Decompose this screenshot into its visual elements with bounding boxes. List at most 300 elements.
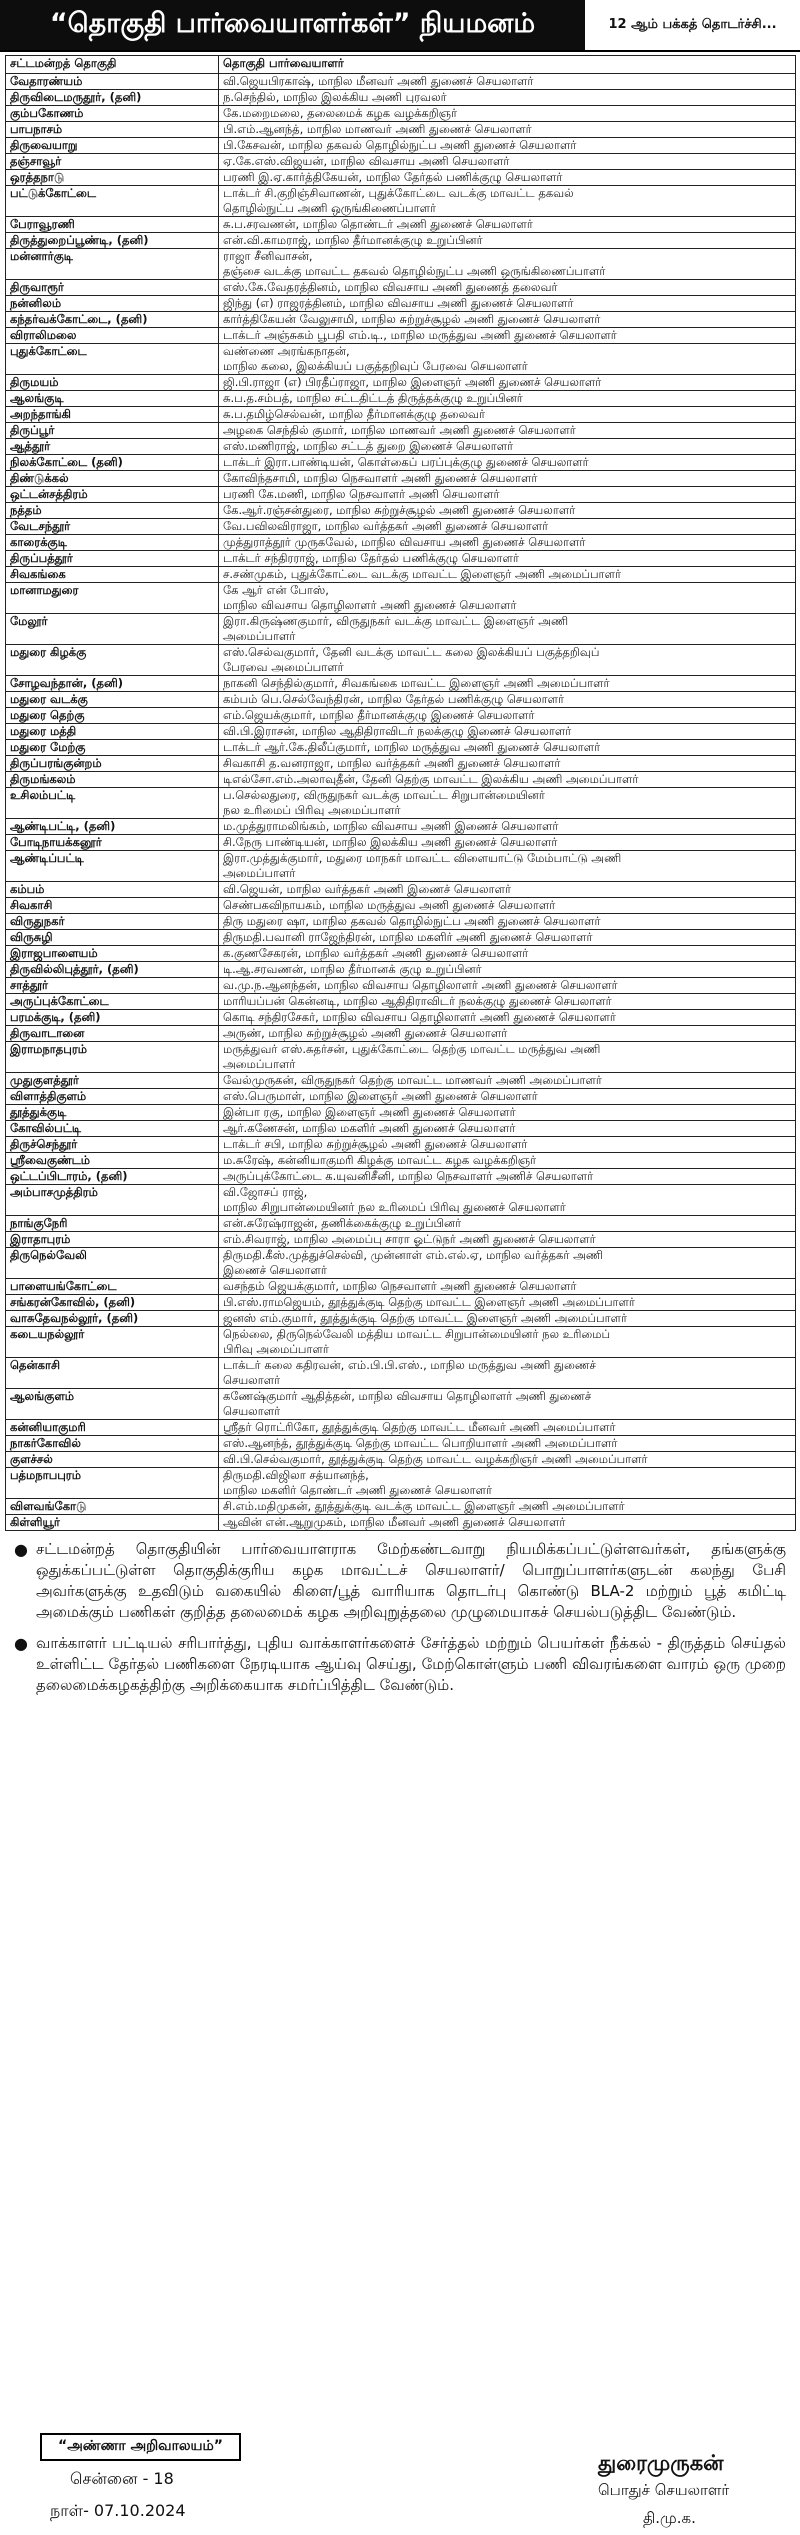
constituency-cell: சிவகங்கை bbox=[6, 567, 219, 583]
observer-cell bbox=[219, 851, 796, 882]
constituency-cell: வாசுதேவநல்லூர், (தனி) bbox=[6, 1311, 219, 1327]
bullet-icon: ● bbox=[14, 1540, 28, 1559]
constituency-cell: நத்தம் bbox=[6, 503, 219, 519]
observer-cell bbox=[219, 1436, 796, 1452]
table-row bbox=[6, 233, 796, 249]
continued-note: 12 ஆம் பக்கத் தொடர்ச்சி... bbox=[608, 17, 777, 32]
table-row bbox=[6, 724, 796, 740]
observer-cell bbox=[219, 375, 796, 391]
observer-line: சி.எம்.மதிமுகன், தூத்துக்குடி வடக்கு மாவட்ட இளைஞர் அணி அமைப்பாளர் bbox=[223, 1499, 625, 1513]
observer-cell bbox=[219, 740, 796, 756]
observer-cell bbox=[219, 978, 796, 994]
observer-line: பி.கேசவன், மாநில தகவல் தொழில்நுட்ப அணி துணைச் செயலாளர் bbox=[223, 138, 577, 152]
constituency-cell: மதுரை மேற்கு bbox=[6, 740, 219, 756]
observer-cell bbox=[219, 296, 796, 312]
table-row bbox=[6, 551, 796, 567]
constituency-cell: பாபநாசம் bbox=[6, 122, 219, 138]
observer-line: பிரிவு அமைப்பாளர் bbox=[223, 1342, 329, 1356]
table-row bbox=[6, 1105, 796, 1121]
constituency-cell: வேதாரண்யம் bbox=[6, 74, 219, 90]
observer-line: அருண், மாநில சுற்றுச்சூழல் அணி துணைச் செயலாளர் bbox=[223, 1026, 508, 1040]
constituency-cell: திருவாடானை bbox=[6, 1026, 219, 1042]
observer-cell bbox=[219, 186, 796, 217]
table-row bbox=[6, 1232, 796, 1248]
table-row bbox=[6, 1452, 796, 1468]
table-row bbox=[6, 1026, 796, 1042]
issue-date: நாள்- 07.10.2024 bbox=[50, 2501, 186, 2520]
observer-line: இணைச் செயலாளர் bbox=[223, 1263, 327, 1277]
table-row bbox=[6, 882, 796, 898]
table-row bbox=[6, 1153, 796, 1169]
observer-cell bbox=[219, 1169, 796, 1185]
observer-line: எஸ்.பெருமாள், மாநில இளைஞர் அணி துணைச் செயலாளர் bbox=[223, 1089, 538, 1103]
table-row bbox=[6, 788, 796, 819]
observer-cell bbox=[219, 1137, 796, 1153]
observer-cell bbox=[219, 930, 796, 946]
observer-line: ஜிந்து (எ) ராஜரத்தினம், மாநில விவசாய அணி துணைச் செயலாளர் bbox=[223, 296, 574, 310]
observer-line: ஆவின் என்.ஆறுமுகம், மாநில மீனவர் அணி துணைச் செயலாளர் bbox=[223, 1515, 566, 1529]
observer-cell bbox=[219, 676, 796, 692]
observer-cell bbox=[219, 519, 796, 535]
observer-cell bbox=[219, 583, 796, 614]
observer-line: ஜி.பி.ராஜா (எ) பிரதீப்ராஜா, மாநில இளைஞர் அணி துணைச் செயலாளர் bbox=[223, 375, 602, 389]
observer-cell bbox=[219, 567, 796, 583]
constituency-cell: தூத்துக்குடி bbox=[6, 1105, 219, 1121]
constituency-cell: அம்பாசமுத்திரம் bbox=[6, 1185, 219, 1216]
observer-line: ஆர்.கணேசன், மாநில மகளிர் அணி துணைச் செயலாளர் bbox=[223, 1121, 516, 1135]
observer-line: திருமதி.விஜிலா சத்யானந்த், bbox=[223, 1468, 369, 1482]
constituency-cell: பரமக்குடி, (தனி) bbox=[6, 1010, 219, 1026]
observer-line: இன்பா ரகு, மாநில இளைஞர் அணி துணைச் செயலாளர் bbox=[223, 1105, 516, 1119]
constituency-cell: கடையநல்லூர் bbox=[6, 1327, 219, 1358]
observer-cell bbox=[219, 1073, 796, 1089]
observer-line: ம.முத்துராமலிங்கம், மாநில விவசாய அணி இணைச் செயலாளர் bbox=[223, 819, 559, 833]
observer-line: வி.ஜெயன், மாநில வர்த்தகர் அணி இணைச் செயலாளர் bbox=[223, 882, 511, 896]
observer-line: டாக்டர் சபி, மாநில சுற்றுச்சூழல் அணி துணைச் செயலாளர் bbox=[223, 1137, 528, 1151]
constituency-cell: கும்பகோணம் bbox=[6, 106, 219, 122]
observer-cell bbox=[219, 772, 796, 788]
table-row bbox=[6, 122, 796, 138]
constituency-cell: ஸ்ரீவைகுண்டம் bbox=[6, 1153, 219, 1169]
observer-line: சிவகாசி த.வனராஜா, மாநில வர்த்தகர் அணி துணைச் செயலாளர் bbox=[223, 756, 561, 770]
observer-cell bbox=[219, 1468, 796, 1499]
table-row bbox=[6, 170, 796, 186]
instruction-item bbox=[14, 1633, 786, 1696]
constituency-cell: மேலூர் bbox=[6, 614, 219, 645]
table-row bbox=[6, 1358, 796, 1389]
observer-line: என்.சுரேஷ்ராஜன், தணிக்கைக்குழு உறுப்பினர் bbox=[223, 1216, 462, 1230]
observer-cell bbox=[219, 233, 796, 249]
observer-line: நாகனி செந்தில்குமார், சிவகங்கை மாவட்ட இளைஞர் அணி அமைப்பாளர் bbox=[223, 676, 610, 690]
constituency-cell: நாகர்கோவில் bbox=[6, 1436, 219, 1452]
observer-line: ம.சுரேஷ், கன்னியாகுமரி கிழக்கு மாவட்ட கழக வழக்கறிஞர் bbox=[223, 1153, 537, 1167]
table-row bbox=[6, 1185, 796, 1216]
observer-cell bbox=[219, 962, 796, 978]
table-row bbox=[6, 692, 796, 708]
table-row bbox=[6, 471, 796, 487]
table-row bbox=[6, 1295, 796, 1311]
observer-cell bbox=[219, 898, 796, 914]
observer-line: கோவிந்தசாமி, மாநில நெசவாளர் அணி துணைச் செயலாளர் bbox=[223, 471, 538, 485]
table-row bbox=[6, 772, 796, 788]
table-row bbox=[6, 1248, 796, 1279]
constituency-cell: இராமநாதபுரம் bbox=[6, 1042, 219, 1073]
constituency-cell: பத்மநாபபுரம் bbox=[6, 1468, 219, 1499]
observer-line: அருப்புக்கோட்டை க.யுவனிசீனி, மாநில நெசவாளர் அணிச் செயலாளர் bbox=[223, 1169, 594, 1183]
constituency-cell: திருவையாறு bbox=[6, 138, 219, 154]
footer bbox=[0, 2429, 800, 2535]
observer-cell bbox=[219, 455, 796, 471]
table-row bbox=[6, 1436, 796, 1452]
observer-line: வேல்முருகன், விருதுநகர் தெற்கு மாவட்ட மாணவர் அணி அமைப்பாளர் bbox=[223, 1073, 602, 1087]
observer-line: அழகை செந்தில் குமார், மாநில மாணவர் அணி துணைச் செயலாளர் bbox=[223, 423, 576, 437]
table-row bbox=[6, 1216, 796, 1232]
observer-cell bbox=[219, 280, 796, 296]
table-row bbox=[6, 930, 796, 946]
table-row bbox=[6, 1042, 796, 1073]
observer-line: முத்துராத்தூர் முருகவேல், மாநில விவசாய அணி துணைச் செயலாளர் bbox=[223, 535, 586, 549]
observer-cell bbox=[219, 344, 796, 375]
observer-line: டாக்டர் அஞ்சுகம் பூபதி எம்.டி., மாநில மருத்துவ அணி துணைச் செயலாளர் bbox=[223, 328, 617, 342]
observer-cell bbox=[219, 1452, 796, 1468]
observer-line: திரு மதுரை ஷா, மாநில தகவல் தொழில்நுட்ப அணி துணைச் செயலாளர் bbox=[223, 914, 601, 928]
table-row bbox=[6, 391, 796, 407]
observer-line: தஞ்சை வடக்கு மாவட்ட தகவல் தொழில்நுட்ப அணி ஒருங்கிணைப்பாளர் bbox=[223, 264, 606, 278]
observer-cell bbox=[219, 1327, 796, 1358]
table-row bbox=[6, 946, 796, 962]
table-row bbox=[6, 503, 796, 519]
constituency-cell: பட்டுக்கோட்டை bbox=[6, 186, 219, 217]
constituency-cell: திருமங்கலம் bbox=[6, 772, 219, 788]
constituency-cell: பாளையங்கோட்டை bbox=[6, 1279, 219, 1295]
observer-cell bbox=[219, 1279, 796, 1295]
observer-line: கணேஷ்குமார் ஆதித்தன், மாநில விவசாய தொழிலாளர் அணி துணைச் bbox=[223, 1389, 592, 1403]
observer-line: மாநில கலை, இலக்கியப் பகுத்தறிவுப் பேரவை செயலாளர் bbox=[223, 359, 528, 373]
observer-line: சு.ப.சரவணன், மாநில தொண்டர் அணி துணைச் செயலாளர் bbox=[223, 217, 533, 231]
observer-cell bbox=[219, 1248, 796, 1279]
table-row bbox=[6, 312, 796, 328]
observer-line: சி.நேரு பாண்டியன், மாநில இலக்கிய அணி துணைச் செயலாளர் bbox=[223, 835, 558, 849]
constituency-cell: மானாமதுரை bbox=[6, 583, 219, 614]
constituency-cell: உசிலம்பட்டி bbox=[6, 788, 219, 819]
constituency-cell: கன்னியாகுமரி bbox=[6, 1420, 219, 1436]
observer-line: சு.ப.த.சம்பத், மாநில சட்டதிட்டத் திருத்தக்குழு உறுப்பினர் bbox=[223, 391, 523, 405]
constituency-cell: மதுரை வடக்கு bbox=[6, 692, 219, 708]
table-row bbox=[6, 90, 796, 106]
observer-line: ஜனஸ் எம்.குமார், தூத்துக்குடி தெற்கு மாவட்ட இளைஞர் அணி அமைப்பாளர் bbox=[223, 1311, 627, 1325]
table-row bbox=[6, 1089, 796, 1105]
observer-line: டி.ஆ.சரவணன், மாநில தீர்மானக் குழு உறுப்பினர் bbox=[223, 962, 482, 976]
observer-line: மாநில மகளிர் தொண்டர் அணி துணைச் செயலாளர் bbox=[223, 1483, 493, 1497]
constituency-cell: சிவகாசி bbox=[6, 898, 219, 914]
constituency-cell: சங்கரன்கோவில், (தனி) bbox=[6, 1295, 219, 1311]
observer-cell bbox=[219, 835, 796, 851]
observer-cell bbox=[219, 1499, 796, 1515]
observer-cell bbox=[219, 90, 796, 106]
observer-line: டிஎல்சோ.எம்.அலாவுதீன், தேனி தெற்கு மாவட்ட இலக்கிய அணி அமைப்பாளர் bbox=[223, 772, 639, 786]
constituency-cell: கிள்ளியூர் bbox=[6, 1515, 219, 1531]
table-row bbox=[6, 740, 796, 756]
observer-cell bbox=[219, 551, 796, 567]
table-row bbox=[6, 217, 796, 233]
constituency-cell: சோழவந்தான், (தனி) bbox=[6, 676, 219, 692]
observer-cell bbox=[219, 1420, 796, 1436]
observer-line: ச.சண்முகம், புதுக்கோட்டை வடக்கு மாவட்ட இளைஞர் அணி அமைப்பாளர் bbox=[223, 567, 621, 581]
table-row bbox=[6, 328, 796, 344]
constituency-cell: இராதாபுரம் bbox=[6, 1232, 219, 1248]
table-row bbox=[6, 1010, 796, 1026]
constituency-cell: ஒட்டன்சத்திரம் bbox=[6, 487, 219, 503]
table-row bbox=[6, 1169, 796, 1185]
observer-line: எஸ்.செல்வகுமார், தேனி வடக்கு மாவட்ட கலை இலக்கியப் பகுத்தறிவுப் bbox=[223, 645, 600, 659]
observer-cell bbox=[219, 407, 796, 423]
constituency-cell: விராலிமலை bbox=[6, 328, 219, 344]
observer-line: வி.பி.இராசன், மாநில ஆதிதிராவிடர் நலக்குழு இணைச் செயலாளர் bbox=[223, 724, 572, 738]
observer-line: பேரவை அமைப்பாளர் bbox=[223, 660, 344, 674]
table-row bbox=[6, 851, 796, 882]
observer-line: க.குணசேகரன், மாநில வர்த்தகர் அணி துணைச் செயலாளர் bbox=[223, 946, 529, 960]
signatory-role: பொதுச் செயலாளர் bbox=[598, 2481, 730, 2499]
table-row bbox=[6, 583, 796, 614]
constituency-cell: காரைக்குடி bbox=[6, 535, 219, 551]
observer-cell bbox=[219, 503, 796, 519]
constituency-cell: மன்னார்குடி bbox=[6, 249, 219, 280]
observer-line: கம்பம் பெ.செல்வேந்திரன், மாநில தேர்தல் பணிக்குழு செயலாளர் bbox=[223, 692, 565, 706]
observer-cell bbox=[219, 328, 796, 344]
constituency-cell: ஒட்டப்பிடாரம், (தனி) bbox=[6, 1169, 219, 1185]
observer-line: அமைப்பாளர் bbox=[223, 629, 296, 643]
bullet-icon: ● bbox=[14, 1634, 28, 1653]
table-row bbox=[6, 74, 796, 90]
observer-line: மாநில சிறுபான்மையினர் நல உரிமைப் பிரிவு துணைச் செயலாளர் bbox=[223, 1200, 566, 1214]
constituency-cell: முதுகுளத்தூர் bbox=[6, 1073, 219, 1089]
observer-cell bbox=[219, 1232, 796, 1248]
observer-cell bbox=[219, 170, 796, 186]
observer-cell bbox=[219, 249, 796, 280]
constituency-cell: திண்டுக்கல் bbox=[6, 471, 219, 487]
observer-line: சு.ப.தமிழ்செல்வன், மாநில தீர்மானக்குழு தலைவர் bbox=[223, 407, 486, 421]
observer-line: எம்.சிவராஜ், மாநில அமைப்பு சாரா ஓட்டுநர் அணி துணைச் செயலாளர் bbox=[223, 1232, 596, 1246]
page-header bbox=[0, 0, 800, 52]
constituency-cell: ஆலங்குளம் bbox=[6, 1389, 219, 1420]
observer-line: மருத்துவர் எஸ்.சுதர்சன், புதுக்கோட்டை தெற்கு மாவட்ட மருத்துவ அணி bbox=[223, 1042, 601, 1056]
constituency-cell: திருச்செந்தூர் bbox=[6, 1137, 219, 1153]
observer-line: வி.ஜோசப் ராஜ், bbox=[223, 1185, 308, 1199]
constituency-cell: திருவிடைமருதூர், (தனி) bbox=[6, 90, 219, 106]
observer-line: டாக்டர் சந்திரராஜ், மாநில தேர்தல் பணிக்குழு செயலாளர் bbox=[223, 551, 519, 565]
observer-line: மாரியப்பன் கென்னடி, மாநில ஆதிதிராவிடர் நலக்குழு துணைச் செயலாளர் bbox=[223, 994, 612, 1008]
table-row bbox=[6, 819, 796, 835]
table-row bbox=[6, 1499, 796, 1515]
observer-line: கார்த்திகேயன் வேலுசாமி, மாநில சுற்றுச்சூழல் அணி துணைச் செயலாளர் bbox=[223, 312, 601, 326]
table-row bbox=[6, 439, 796, 455]
table-row bbox=[6, 296, 796, 312]
table-row bbox=[6, 455, 796, 471]
observer-cell bbox=[219, 217, 796, 233]
constituency-cell: ஆத்தூர் bbox=[6, 439, 219, 455]
observer-line: பரணி கே.மணி, மாநில நெசவாளர் அணி செயலாளர் bbox=[223, 487, 500, 501]
table-row bbox=[6, 249, 796, 280]
table-row bbox=[6, 1311, 796, 1327]
office-address: “அண்ணா அறிவாலயம்” bbox=[40, 2433, 241, 2461]
table-row bbox=[6, 614, 796, 645]
observer-cell bbox=[219, 1216, 796, 1232]
observer-cell bbox=[219, 946, 796, 962]
table-row bbox=[6, 138, 796, 154]
constituency-cell: திருத்துறைப்பூண்டி, (தனி) bbox=[6, 233, 219, 249]
observer-line: ஸ்ரீதர் ரொட்ரிகோ, தூத்துக்குடி தெற்கு மாவட்ட மீனவர் அணி அமைப்பாளர் bbox=[223, 1420, 616, 1434]
observer-cell bbox=[219, 471, 796, 487]
observer-line: எம்.ஜெயக்குமார், மாநில தீர்மானக்குழு இணைச் செயலாளர் bbox=[223, 708, 535, 722]
table-row bbox=[6, 186, 796, 217]
table-row bbox=[6, 1279, 796, 1295]
table-row bbox=[6, 154, 796, 170]
constituency-cell: குளச்சல் bbox=[6, 1452, 219, 1468]
observer-line: வசந்தம் ஜெயக்குமார், மாநில நெசவாளர் அணி துணைச் செயலாளர் bbox=[223, 1279, 577, 1293]
observer-cell bbox=[219, 1185, 796, 1216]
observer-line: வி.பி.செல்வகுமார், தூத்துக்குடி தெற்கு மாவட்ட வழக்கறிஞர் அணி அமைப்பாளர் bbox=[223, 1452, 648, 1466]
constituency-cell: போடிநாயக்கனூர் bbox=[6, 835, 219, 851]
table-row bbox=[6, 962, 796, 978]
observer-line: பரணி இ.ஏ.கார்த்திகேயன், மாநில தேர்தல் பணிக்குழு செயலாளர் bbox=[223, 170, 563, 184]
constituency-cell: நாங்குநேரி bbox=[6, 1216, 219, 1232]
table-row bbox=[6, 423, 796, 439]
constituency-cell: திருப்பத்தூர் bbox=[6, 551, 219, 567]
observer-cell bbox=[219, 1515, 796, 1531]
observer-line: எஸ்.கே.வேதரத்தினம், மாநில விவசாய அணி துணைத் தலைவர் bbox=[223, 280, 558, 294]
observer-line: அமைப்பாளர் bbox=[223, 1057, 296, 1071]
observer-cell bbox=[219, 724, 796, 740]
observer-cell bbox=[219, 106, 796, 122]
observer-line: இரா.முத்துக்குமார், மதுரை மாநகர் மாவட்ட விளையாட்டு மேம்பாட்டு அணி bbox=[223, 851, 622, 865]
table-row bbox=[6, 1515, 796, 1531]
observer-cell bbox=[219, 1089, 796, 1105]
observer-cell bbox=[219, 154, 796, 170]
constituency-cell: விளவங்கோடு bbox=[6, 1499, 219, 1515]
table-row bbox=[6, 1420, 796, 1436]
table-row bbox=[6, 519, 796, 535]
constituency-cell: நன்னிலம் bbox=[6, 296, 219, 312]
observer-line: எஸ்.மணிராஜ், மாநில சட்டத் துறை இணைச் செயலாளர் bbox=[223, 439, 514, 453]
instruction-text: சட்டமன்றத் தொகுதியின் பார்வையாளராக மேற்கண்டவாறு நியமிக்கப்பட்டுள்ளவர்கள், தங்களுக்கு ஒதுக்கப்பட்டுள்ள தொகுதிக்குரிய கழக மாவட்டச் செயலாளர்/ பொறுப்பாளர்களுடன் கலந்து பேசி அவர்களுக்கு உதவிடும் வகையில் கிளை/பூத் வாரியாக தொடர்பு கொண்டு BLA-2 மற்றும் பூத் கமிட்டி அமைக்கும் பணிகள் குறித்த தலைமைக் கழக அறிவுறுத்தலை முழுமையாகச் செயல்படுத்திட வேண்டும். bbox=[36, 1540, 786, 1621]
observer-line: வ.மு.ந.ஆனந்தன், மாநில விவசாய தொழிலாளர் அணி துணைச் செயலாளர் bbox=[223, 978, 618, 992]
constituency-cell: அருப்புக்கோட்டை bbox=[6, 994, 219, 1010]
observer-cell bbox=[219, 645, 796, 676]
observer-cell bbox=[219, 708, 796, 724]
table-row bbox=[6, 994, 796, 1010]
observer-line: எஸ்.ஆனந்த், தூத்துக்குடி தெற்கு மாவட்ட பொறியாளர் அணி அமைப்பாளர் bbox=[223, 1436, 618, 1450]
constituency-cell: ஆலங்குடி bbox=[6, 391, 219, 407]
instruction-item bbox=[14, 1539, 786, 1623]
constituency-cell: திருவில்லிபுத்தூர், (தனி) bbox=[6, 962, 219, 978]
constituency-cell: திருப்பரங்குன்றம் bbox=[6, 756, 219, 772]
observer-cell bbox=[219, 882, 796, 898]
observer-line: அமைப்பாளர் bbox=[223, 866, 296, 880]
table-row bbox=[6, 280, 796, 296]
constituency-cell: புதுக்கோட்டை bbox=[6, 344, 219, 375]
observer-line: ராஜா சீனிவாசன், bbox=[223, 249, 313, 263]
constituency-cell: விளாத்திகுளம் bbox=[6, 1089, 219, 1105]
observer-line: நெல்லை, திருநெல்வேலி மத்திய மாவட்ட சிறுபான்மையினர் நல உரிமைப் bbox=[223, 1327, 611, 1341]
constituency-cell: மதுரை மத்தி bbox=[6, 724, 219, 740]
constituency-cell: மதுரை கிழக்கு bbox=[6, 645, 219, 676]
constituency-cell: திருநெல்வேலி bbox=[6, 1248, 219, 1279]
observer-cell bbox=[219, 439, 796, 455]
observer-cell bbox=[219, 1105, 796, 1121]
constituency-cell: சாத்தூர் bbox=[6, 978, 219, 994]
constituency-cell: கோவில்பட்டி bbox=[6, 1121, 219, 1137]
observer-line: டாக்டர் ஆர்.கே.திலீப்குமார், மாநில மருத்துவ அணி துணைச் செயலாளர் bbox=[223, 740, 601, 754]
page-title: “தொகுதி பார்வையாளர்கள்” நியமனம் bbox=[0, 0, 585, 50]
observer-cell bbox=[219, 423, 796, 439]
observer-cell bbox=[219, 1295, 796, 1311]
observer-line: கொடி சந்திரசேகர், மாநில விவசாய தொழிலாளர் அணி துணைச் செயலாளர் bbox=[223, 1010, 616, 1024]
observer-line: திருமதி.பவானி ராஜேந்திரன், மாநில மகளிர் அணி துணைச் செயலாளர் bbox=[223, 930, 593, 944]
observer-line: வண்ணை அரங்கநாதன், bbox=[223, 344, 350, 358]
observer-cell bbox=[219, 756, 796, 772]
constituency-cell: கம்பம் bbox=[6, 882, 219, 898]
constituency-cell: திருமயம் bbox=[6, 375, 219, 391]
table-header-row bbox=[6, 56, 796, 74]
table-row bbox=[6, 1073, 796, 1089]
observer-line: வி.ஜெயபிரகாஷ், மாநில மீனவர் அணி துணைச் செயலாளர் bbox=[223, 74, 534, 88]
observer-line: வே.பவிலவிராஜா, மாநில வர்த்தகர் அணி துணைச் செயலாளர் bbox=[223, 519, 549, 533]
constituency-cell: ஆண்டிப்பட்டி bbox=[6, 851, 219, 882]
observer-cell bbox=[219, 614, 796, 645]
observer-cell bbox=[219, 1311, 796, 1327]
observer-line: நல உரிமைப் பிரிவு அமைப்பாளர் bbox=[223, 803, 401, 817]
observer-line: டாக்டர் இரா.பாண்டியன், கொள்கைப் பரப்புக்குழு துணைச் செயலாளர் bbox=[223, 455, 589, 469]
constituency-cell: கந்தர்வக்கோட்டை, (தனி) bbox=[6, 312, 219, 328]
observer-cell bbox=[219, 1010, 796, 1026]
observer-cell bbox=[219, 1121, 796, 1137]
table-row bbox=[6, 835, 796, 851]
table-row bbox=[6, 978, 796, 994]
observer-cell bbox=[219, 122, 796, 138]
observer-line: செயலாளர் bbox=[223, 1373, 281, 1387]
table-row bbox=[6, 487, 796, 503]
observer-line: கே ஆர் என் போஸ், bbox=[223, 583, 329, 597]
table-row bbox=[6, 407, 796, 423]
instructions bbox=[0, 1531, 800, 1696]
constituency-cell: ஆண்டிபட்டி, (தனி) bbox=[6, 819, 219, 835]
constituency-cell: நிலக்கோட்டை (தனி) bbox=[6, 455, 219, 471]
observer-cell bbox=[219, 1026, 796, 1042]
table-row bbox=[6, 106, 796, 122]
constituency-cell: விருதுநகர் bbox=[6, 914, 219, 930]
table-row bbox=[6, 708, 796, 724]
constituency-cell: ஒரத்தநாடு bbox=[6, 170, 219, 186]
observer-cell bbox=[219, 391, 796, 407]
observer-line: ந.செந்தில், மாநில இலக்கிய அணி புரவலர் bbox=[223, 90, 447, 104]
constituency-cell: தஞ்சாவூர் bbox=[6, 154, 219, 170]
observer-cell bbox=[219, 1358, 796, 1389]
table-row bbox=[6, 1137, 796, 1153]
table-row bbox=[6, 914, 796, 930]
observer-cell bbox=[219, 487, 796, 503]
signatory-name: துரைமுருகன் bbox=[598, 2451, 724, 2475]
column-header-observer: தொகுதி பார்வையாளர் bbox=[219, 56, 796, 74]
office-city: சென்னை - 18 bbox=[70, 2469, 174, 2488]
constituency-cell: அறந்தாங்கி bbox=[6, 407, 219, 423]
observer-cell bbox=[219, 1042, 796, 1073]
constituency-cell: பேராவூரணி bbox=[6, 217, 219, 233]
observer-line: ஏ.கே.எஸ்.விஜயன், மாநில விவசாய அணி செயலாளர் bbox=[223, 154, 510, 168]
observer-cell bbox=[219, 692, 796, 708]
constituency-cell: இராஜபாளையம் bbox=[6, 946, 219, 962]
table-row bbox=[6, 1121, 796, 1137]
table-row bbox=[6, 1327, 796, 1358]
